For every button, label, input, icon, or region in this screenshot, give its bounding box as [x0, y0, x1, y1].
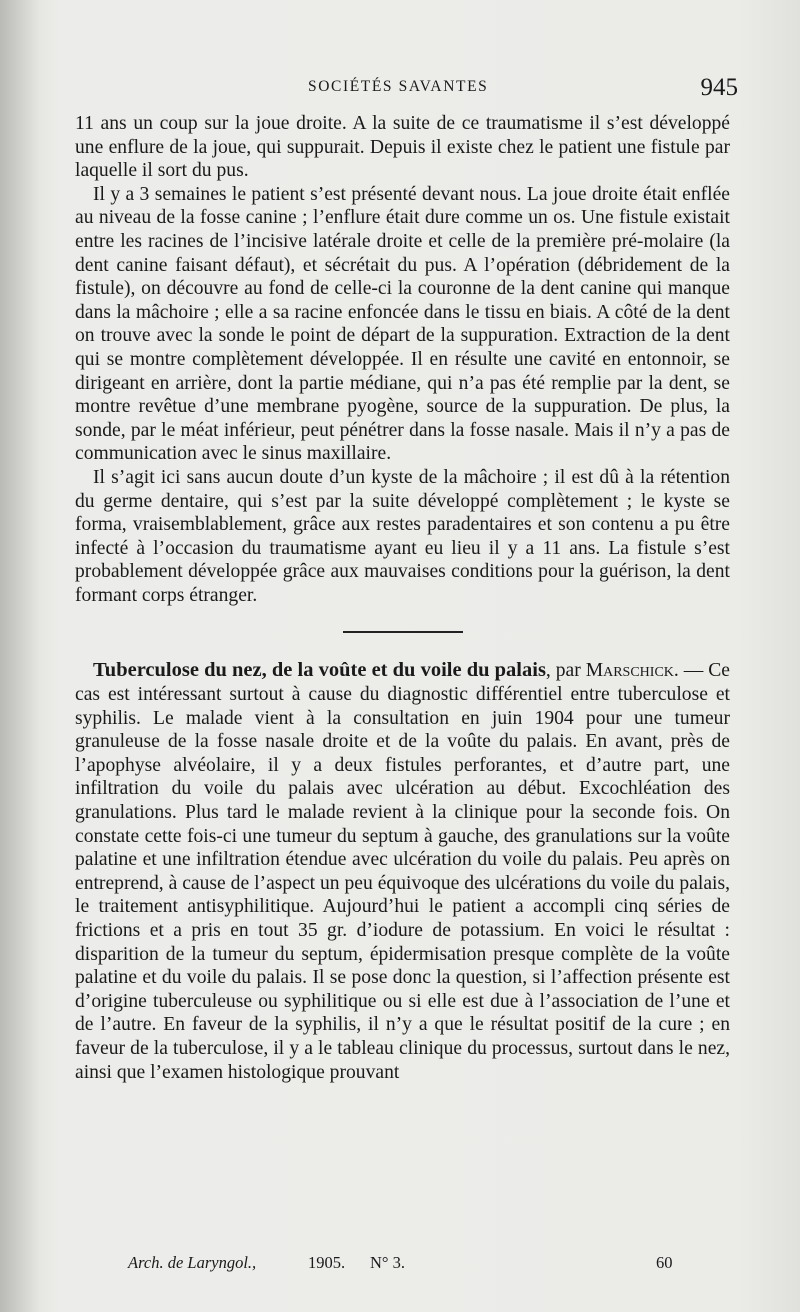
running-title: SOCIÉTÉS SAVANTES — [308, 78, 489, 95]
section-text: . — Ce cas est intéressant surtout à cause du diagnostic différentiel entre tuberculose et syphilis. Le malade vient à la consultation en juin 1904 pour une tumeur granuleuse de la fosse nasale droite et de la voûte du palais. En avant, près de l’apophyse alvéolaire, il y a deux fistules perforantes, et d’autre part, une infiltration du voile du palais avec ulcération au début. Excochléation des granulations. Plus tard le malade revient à la clinique pour la seconde fois. On constate cette fois-ci une tumeur du septum à gauche, des granulations sur la voûte palatine et une infiltration étendue avec ulcération du voile du palais. Peu après on entreprend, à cause de l’aspect un peu équivoque des ulcérations du voile du palais, le traitement antisyphilitique. Aujourd’hui le patient a accompli cinq séries de frictions et a pris en tout 35 gr. d’iodure de potassium. En voici le résultat : disparition de la tumeur du septum, épidermisation presque complète de la voûte palatine et du voile du palais. Il se pose donc la question, si l’affection présente est d’origine tuberculeuse ou syphilitique ou si elle est due à l’association de l’une et de l’autre. En faveur de la syphilis, il n’y a que le résultat positif de la cure ; en faveur de la tuberculose, il y a le tableau clinique du processus, surtout dans le nez, ainsi que l’examen histologique prouvant — [75, 660, 730, 1083]
footer-year: 1905. — [308, 1253, 346, 1272]
footer-journal: Arch. de Laryngol., — [128, 1253, 257, 1272]
section-divider — [343, 631, 463, 633]
body-text — [75, 112, 730, 1084]
paragraph: Il s’agit ici sans aucun doute d’un kyste de la mâchoire ; il est dû à la rétention du germe dentaire, qui s’est par la suite développé complètement ; le kyste se forma, vraisemblablement, grâce aux restes paradentaires et son contenu a pu être infecté à l’occasion du traumatisme ayant eu lieu il y a 11 ans. La fistule s’est probablement développée grâce aux mauvaises conditions pour la guérison, la dent formant corps étranger. — [75, 466, 730, 606]
page-footer — [0, 1253, 800, 1277]
running-head — [0, 74, 800, 104]
section-title: Tuberculose du nez, de la voûte et du voile du palais — [93, 659, 546, 682]
footer-issue: N° 3. — [370, 1253, 406, 1272]
paragraph: 11 ans un coup sur la joue droite. A la suite de ce traumatisme il s’est développé une enflure de la joue, qui suppurait. Depuis il existe chez le patient une fistule par laquelle il sort du pus. — [75, 113, 730, 182]
paragraph: Il y a 3 semaines le patient s’est présenté devant nous. La joue droite était enflée au niveau de la fosse canine ; l’enflure était dure comme un os. Une fistule existait entre les racines de l’incisive latérale droite et celle de la première pré-molaire (la dent canine faisant défaut), et sécrétait du pus. A l’opération (débridement de la fistule), on découvre au fond de celle-ci la couronne de la dent canine qui manque dans la mâchoire ; elle a sa racine enfoncée dans le tissu en biais. A côté de la dent on trouve avec la sonde le point de départ de la suppuration. Extraction de la dent qui se montre complètement développée. Il en résulte une cavité en entonnoir, se dirigeant en arrière, dont la partie médiane, qui n’a pas été remplie par la dent, se montre revêtue d’une membrane pyogène, source de la suppuration. De plus, la sonde, par le méat inférieur, peut pénétrer dans la fosse nasale. Mais il n’y a pas de communication avec le sinus maxillaire. — [75, 183, 730, 465]
footer-signature-mark: 60 — [656, 1253, 673, 1272]
byline-connector: , par — [545, 660, 581, 682]
page-number: 945 — [700, 74, 738, 101]
section-paragraph — [75, 659, 730, 1084]
author-name: Marschick — [585, 660, 674, 682]
